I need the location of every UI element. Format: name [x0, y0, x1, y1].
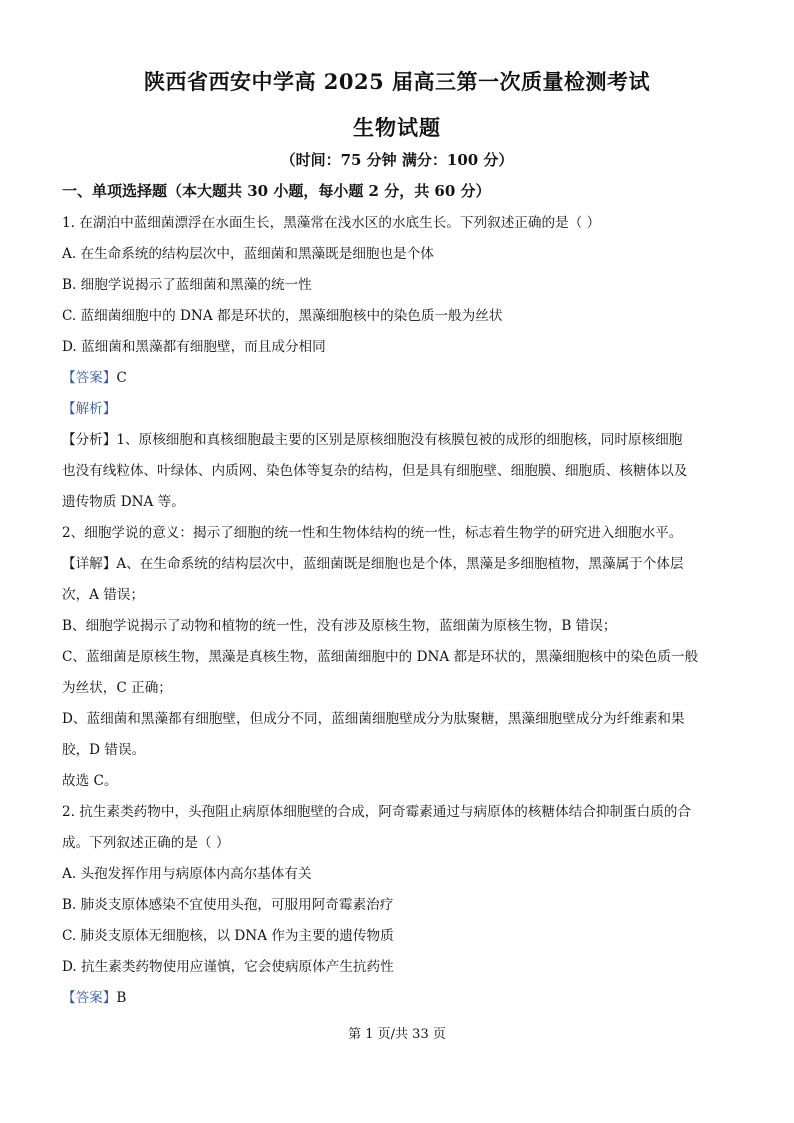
xiangjie-text-a1: A、在生命系统的结构层次中，蓝细菌既是细胞也是个体，黑藻是多细胞植物，黑藻属于个体层 [116, 556, 684, 572]
fenxi-line-1 [62, 430, 742, 450]
q1-conclusion: 故选 C。 [62, 773, 118, 789]
xiangjie-tag: 【详解】 [62, 556, 117, 572]
q2-answer [62, 988, 742, 1008]
q2-option-d: D. 抗生素类药物使用应谨慎，它会使病原体产生抗药性 [62, 959, 394, 975]
exam-title: 陕西省西安中学高 2025 届高三第一次质量检测考试 [143, 69, 651, 94]
answer-value: C [116, 370, 127, 386]
xiangjie-line-b: B、细胞学说揭示了动物和植物的统一性，没有涉及原核生物，蓝细菌为原核生物，B 错误； [62, 618, 617, 634]
fenxi-line-3: 遗传物质 DNA 等。 [62, 494, 185, 510]
q2-option-a: A. 头孢发挥作用与病原体内高尔基体有关 [62, 866, 312, 882]
q2-stem-line-1: 2. 抗生素类药物中，头孢阻止病原体细胞壁的合成，阿奇霉素通过与病原体的核糖体结合抑制蛋白质的合 [62, 804, 692, 820]
fenxi-line-2: 也没有线粒体、叶绿体、内质网、染色体等复杂的结构，但是具有细胞壁、细胞膜、细胞质、核糖体以及 [62, 463, 688, 479]
q2-stem-line-2: 成。下列叙述正确的是（ ） [62, 835, 230, 851]
answer-value: B [116, 990, 127, 1006]
q1-option-d: D. 蓝细菌和黑藻都有细胞壁，而且成分相同 [62, 339, 326, 355]
xiangjie-line-c1: C、蓝细菌是原核生物，黑藻是真核生物，蓝细菌细胞中的 DNA 都是环状的，黑藻细胞核中的染色质一般 [62, 649, 699, 665]
fenxi-tag: 【分析】 [62, 432, 117, 448]
subject-title: 生物试题 [353, 115, 441, 140]
answer-tag: 【答案】 [62, 370, 117, 386]
xiangjie-line-c2: 为丝状，C 正确； [62, 680, 172, 696]
q1-option-a: A. 在生命系统的结构层次中，蓝细菌和黑藻既是细胞也是个体 [62, 246, 434, 262]
q2-option-b: B. 肺炎支原体感染不宜使用头孢，可服用阿奇霉素治疗 [62, 897, 394, 913]
q1-answer [62, 368, 742, 388]
xiangjie-line-a2: 次，A 错误； [62, 587, 145, 603]
time-score-info: （时间：75 分钟 满分：100 分） [280, 151, 514, 169]
section-heading: 一、单项选择题（本大题共 30 小题，每小题 2 分，共 60 分） [62, 182, 491, 200]
xiangjie-line-a1 [62, 554, 742, 574]
q1-stem: 1. 在湖泊中蓝细菌漂浮在水面生长，黑藻常在浅水区的水底生长。下列叙述正确的是（ ） [62, 215, 601, 231]
q2-option-c: C. 肺炎支原体无细胞核，以 DNA 作为主要的遗传物质 [62, 928, 394, 944]
fenxi-text-1: 1、原核细胞和真核细胞最主要的区别是原核细胞没有核膜包被的成形的细胞核，同时原核细胞 [116, 432, 683, 448]
analysis-tag: 【解析】 [62, 401, 117, 417]
answer-tag: 【答案】 [62, 990, 117, 1006]
xiangjie-line-d2: 胶，D 错误。 [62, 742, 146, 758]
xiangjie-line-d1: D、蓝细菌和黑藻都有细胞壁，但成分不同，蓝细菌细胞壁成分为肽聚糖，黑藻细胞壁成分为纤维素和果 [62, 711, 685, 727]
q1-option-b: B. 细胞学说揭示了蓝细菌和黑藻的统一性 [62, 277, 312, 293]
page-footer: 第 1 页/共 33 页 [348, 1027, 446, 1042]
fenxi-line-4: 2、细胞学说的意义：揭示了细胞的统一性和生物体结构的统一性，标志着生物学的研究进入细胞水平。 [62, 525, 683, 541]
q1-option-c: C. 蓝细菌细胞中的 DNA 都是环状的，黑藻细胞核中的染色质一般为丝状 [62, 308, 503, 324]
